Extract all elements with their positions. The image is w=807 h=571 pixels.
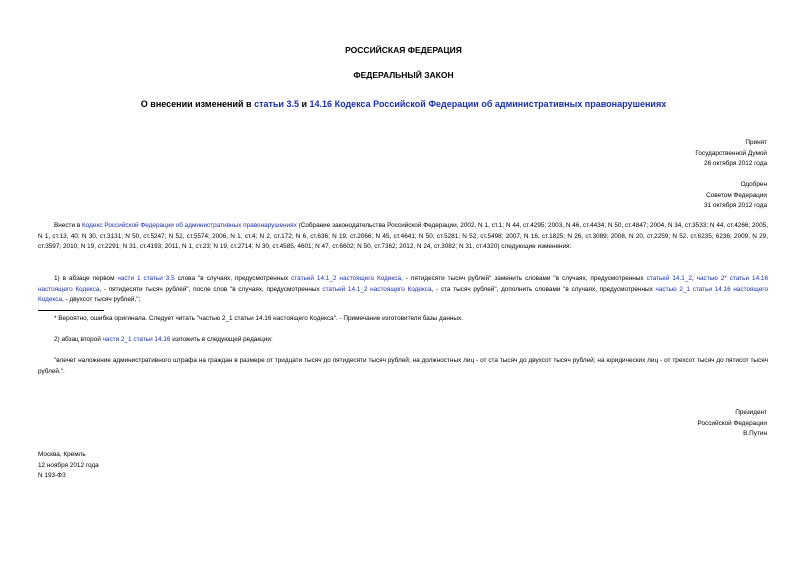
link-part-2-1-article-14-16[interactable]: части 2_1 статьи 14.16 xyxy=(102,336,171,343)
adoption-line: 31 октября 2012 года xyxy=(704,202,767,209)
link-part-2[interactable]: частью 2* xyxy=(696,275,727,282)
link-article-14-1-2[interactable]: статьей 14.1_2 настоящего Кодекса xyxy=(322,285,432,293)
signature-line: Президент xyxy=(735,409,767,416)
adoption-line: 26 октября 2012 года xyxy=(704,160,767,167)
link-part-2-1-article-14-16[interactable]: частью 2_1 статьи 14.16 настоящего Кодекса xyxy=(38,285,768,303)
paragraph-text: слова "в случаях, предусмотренных xyxy=(174,275,292,282)
signature-block xyxy=(698,408,768,440)
link-article-14-1-2[interactable]: статьей 14.1_2 настоящего Кодекса xyxy=(291,275,402,282)
paragraph-text: Внести в xyxy=(54,222,83,229)
intro-paragraph xyxy=(38,221,768,253)
link-article-3-5[interactable]: статьи 3.5 xyxy=(254,99,299,109)
amendment-item-2 xyxy=(38,335,768,346)
link-article-14-1-2[interactable]: статьей 14.1_2 xyxy=(646,275,692,282)
paragraph-text: (Собрание законодательства Российской Федерации, 2002, N 1, ст.1; N 44, ст.4295; 2003, N 46, ст.4434; N 50, ст.4847; 2004, N 34, ст.3533; N 44, ст.4266; 2005, N 1, ст.13, 40; N 30, ст.3131; N 50, ст.5247; N 52, ст.5574; 2006, N 1, ст.4; N 2, ст.172; N 6, ст.636; N 19, ст.2066; N 45, ст.4641; N 50, ст.5281; N 52, ст.5498; 2007, N 16, ст.1825; N 26, ст.3089; 2008, N 20, ст.2259; N 52, ст.6235, 6236; 2009, N 29, ст.3597; 2010, N 19, ст.2291; N 31, ст.4193; 2011, N 1, ст.23; N 19, ст.2714; N 30, ст.4585, 4601; N 47, ст.6602; N 50, ст.7362; 2012, N 24, ст.3082; N 31, ст.4320) следующие изменения: xyxy=(38,222,768,250)
adoption-accepted xyxy=(695,138,767,170)
adoption-line: Советом Федерации xyxy=(706,191,767,199)
link-code-administrative-offences[interactable]: Кодекс Российской Федерации об административных правонарушениях xyxy=(82,222,297,229)
signature-line: Российской Федерации xyxy=(697,419,767,427)
footnote xyxy=(38,314,768,325)
place-line: Москва, Кремль xyxy=(38,451,86,458)
law-title xyxy=(0,99,807,109)
country-heading: РОССИЙСКАЯ ФЕДЕРАЦИЯ xyxy=(345,45,462,55)
adoption-line: Принят xyxy=(745,139,767,146)
law-number: N 193-ФЗ xyxy=(38,472,66,479)
adoption-approved xyxy=(704,180,767,212)
law-type-heading: ФЕДЕРАЛЬНЫЙ ЗАКОН xyxy=(353,70,454,80)
place-date-block xyxy=(38,450,99,482)
paragraph-text: 1) в абзаце первом xyxy=(54,275,118,282)
paragraph-text: изложить в следующей редакции: xyxy=(170,336,273,343)
adoption-line: Одобрен xyxy=(740,181,767,188)
law-title-text: и xyxy=(298,99,310,109)
paragraph-text: , - двухсот тысяч рублей,"; xyxy=(62,296,141,303)
paragraph-text: 2) абзац второй xyxy=(54,336,103,343)
signature-line: В.Путин xyxy=(743,430,767,437)
link-article-14-16[interactable]: 14.16 xyxy=(309,99,333,109)
link-part-1-article-3-5[interactable]: части 1 статьи 3.5 xyxy=(117,275,175,282)
link-code-administrative-offences[interactable]: Кодекса Российской Федерации об административных правонарушениях xyxy=(334,99,667,109)
adoption-line: Государственной Думой xyxy=(695,149,767,157)
paragraph-text: "влечет наложение административного штрафа на граждан в размере от тридцати тысяч до пятидесяти тысяч рублей; на должностных лиц - от ста тысяч до двухсот тысяч рублей; на юридических лиц - от трехсот тысяч до пятисот тысяч рублей.". xyxy=(38,357,768,375)
paragraph-text: , xyxy=(691,275,697,282)
paragraph-text: , - ста тысяч рублей", дополнить словами "в случаях, предусмотренных xyxy=(431,285,656,293)
paragraph-text: , - пятидесяти тысяч рублей", после слов "в случаях, предусмотренных xyxy=(99,285,323,293)
footnote-text: * Вероятно, ошибка оригинала. Следует читать "частью 2_1 статьи 14.16 настоящего Кодекса". - Примечание изготовителя базы данных. xyxy=(54,315,463,322)
link-article-14-16[interactable]: статьи 14.16 настоящего Кодекса xyxy=(38,275,769,293)
date-line: 12 ноября 2012 года xyxy=(38,461,99,469)
quoted-new-text xyxy=(38,356,768,377)
law-title-text: О внесении изменений в xyxy=(140,99,255,109)
footnote-divider xyxy=(38,310,104,311)
amendment-item-1 xyxy=(38,274,768,306)
paragraph-text: , - пятидесяти тысяч рублей" заменить словами "в случаях, предусмотренных xyxy=(401,275,647,282)
